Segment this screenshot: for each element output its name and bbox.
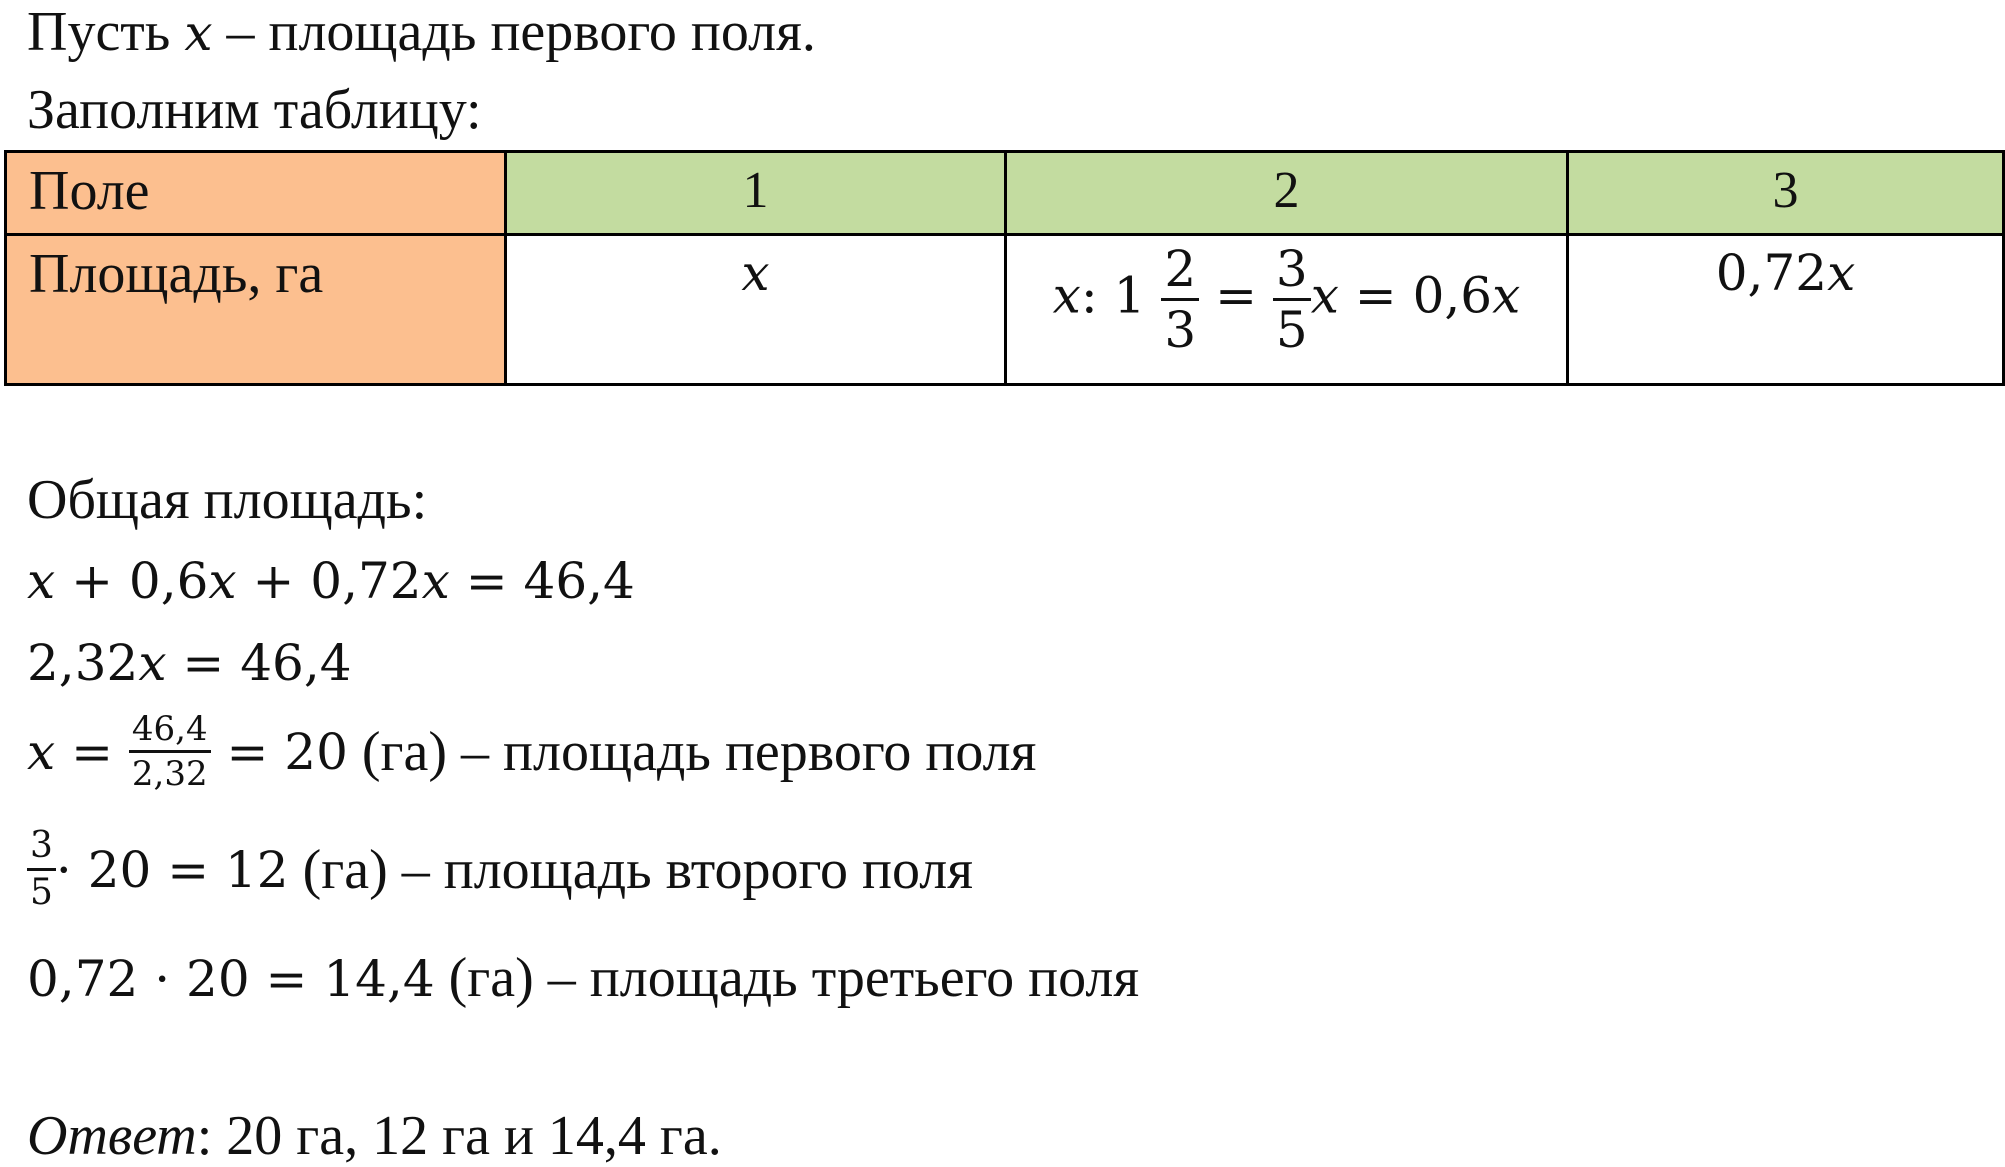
intro-suffix: – площадь первого поля. bbox=[226, 1, 816, 63]
equation-4: $\frac{3}{5}$ · 20 = 12 (га) – площадь второго поля bbox=[27, 828, 973, 911]
table-cell-area-label: Площадь, га bbox=[6, 235, 506, 385]
table-cell-col-1: 1 bbox=[506, 152, 1006, 235]
table-cell-col-3: 3 bbox=[1568, 152, 2004, 235]
table-cell-area-2 bbox=[1006, 235, 1568, 385]
area-2-expression: x: 1 $\frac{2}{3}$ = $\frac{3}{5}$ x = 0,6x bbox=[1052, 240, 1521, 359]
variable-x: x bbox=[184, 4, 213, 62]
intro-line-1 bbox=[27, 1, 816, 63]
table-cell-field-label: Поле bbox=[6, 152, 506, 235]
intro-line-2: Заполним таблицу: bbox=[27, 79, 482, 141]
fraction-bar bbox=[129, 750, 211, 753]
fraction-two-thirds: $\frac{2}{3}$ bbox=[1161, 244, 1199, 355]
answer-text: : 20 га, 12 га и 14,4 га. bbox=[196, 1105, 722, 1167]
fields-table bbox=[4, 150, 2005, 386]
table-row-area bbox=[6, 235, 2004, 385]
table-cell-area-3: 0,72x bbox=[1568, 235, 2004, 385]
equation-2: 2,32x = 46,4 bbox=[27, 634, 352, 692]
table-cell-area-1: x bbox=[506, 235, 1006, 385]
answer-line bbox=[27, 1105, 722, 1167]
equation-1: x + 0,6x + 0,72x = 46,4 bbox=[27, 552, 635, 610]
fraction-three-fifths-small: $\frac{3}{5}$ bbox=[27, 828, 56, 911]
answer-label: Ответ bbox=[27, 1105, 197, 1167]
fraction-bar bbox=[27, 868, 56, 871]
table-cell-col-2: 2 bbox=[1006, 152, 1568, 235]
fraction-46-4-over-2-32: $\frac{46,4}{2,32}$ bbox=[129, 712, 211, 791]
equation-5: 0,72 · 20 = 14,4 (га) – площадь третьего поля bbox=[27, 947, 1140, 1009]
fraction-three-fifths: $\frac{3}{5}$ bbox=[1273, 244, 1311, 355]
table-row-header bbox=[6, 152, 2004, 235]
equation-3: x = $\frac{46,4}{2,32}$ = 20 (га) – площадь первого поля bbox=[27, 709, 1037, 794]
intro-prefix: Пусть bbox=[27, 1, 171, 63]
solution-heading: Общая площадь: bbox=[27, 469, 428, 531]
